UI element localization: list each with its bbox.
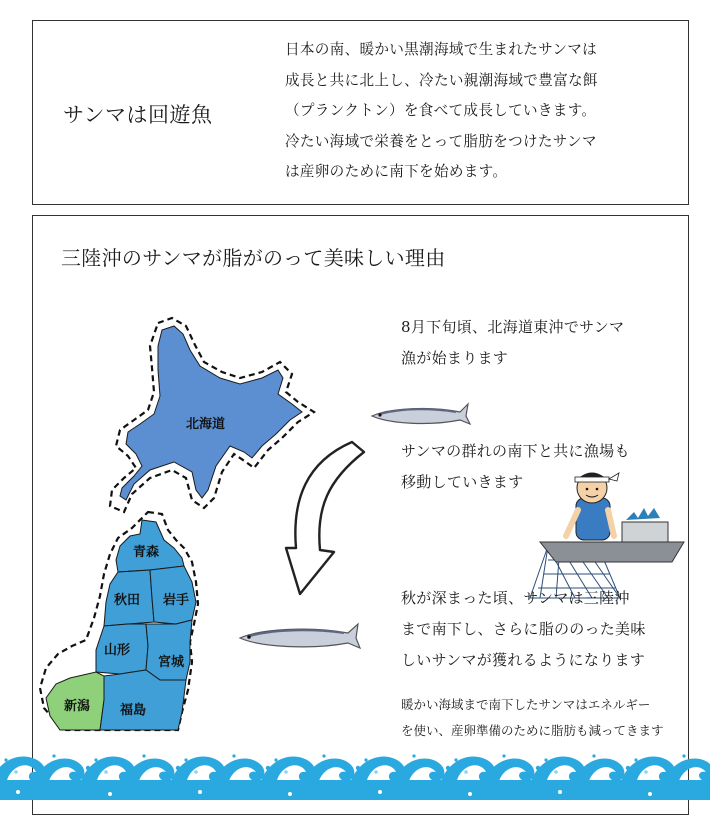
step2-line: サンマの群れの南下と共に漁場も (401, 442, 630, 460)
label-miyagi: 宮城 (158, 654, 185, 669)
label-iwate: 岩手 (163, 592, 190, 607)
note-line: を使い、産卵準備のために脂肪も減ってきます (401, 723, 664, 738)
intro-line: （プランクトン）を食べて成長していきます。 (285, 102, 597, 119)
miyagi-shape (146, 620, 192, 680)
step2-text (401, 436, 630, 498)
saury-fish-icon (372, 404, 470, 424)
label-akita: 秋田 (114, 592, 141, 607)
note-line: 暖かい海域まで南下したサンマはエネルギー (401, 697, 651, 712)
intro-line: 冷たい海域で栄養をとって脂肪をつけたサンマ (285, 132, 597, 150)
step1-line: 漁が始まります (401, 349, 509, 367)
south-arrow-icon (286, 442, 364, 594)
intro-title: サンマは回遊魚 (63, 103, 213, 127)
label-aomori: 青森 (133, 544, 160, 559)
step2-line: 移動していきます (401, 473, 524, 491)
step3-text (401, 583, 646, 676)
reason-heading: 三陸沖のサンマが脂がのって美味しい理由 (61, 246, 446, 270)
intro-line: 日本の南、暖かい黒潮海域で生まれたサンマは (285, 41, 598, 58)
saury-fish-icon (240, 624, 360, 648)
wave-pattern-icon (0, 728, 710, 800)
label-yamagata: 山形 (104, 642, 131, 657)
label-fukushima: 福島 (120, 702, 147, 717)
step3-line: 秋が深まった頃、サンマは三陸沖 (401, 589, 630, 607)
step3-line: まで南下し、さらに脂ののった美味 (401, 620, 646, 638)
label-hokkaido: 北海道 (186, 416, 226, 431)
intro-line: 成長と共に北上し、冷たい親潮海域で豊富な餌 (285, 71, 598, 89)
label-niigata: 新潟 (64, 698, 91, 713)
intro-line: は産卵のために南下を始めます。 (285, 163, 508, 180)
step1-line: 8月下旬頃、北海道東沖でサンマ (401, 318, 625, 336)
hokkaido-shape (120, 326, 302, 500)
step3-line: しいサンマが獲れるようになります (401, 651, 646, 669)
step1-text (401, 312, 624, 374)
